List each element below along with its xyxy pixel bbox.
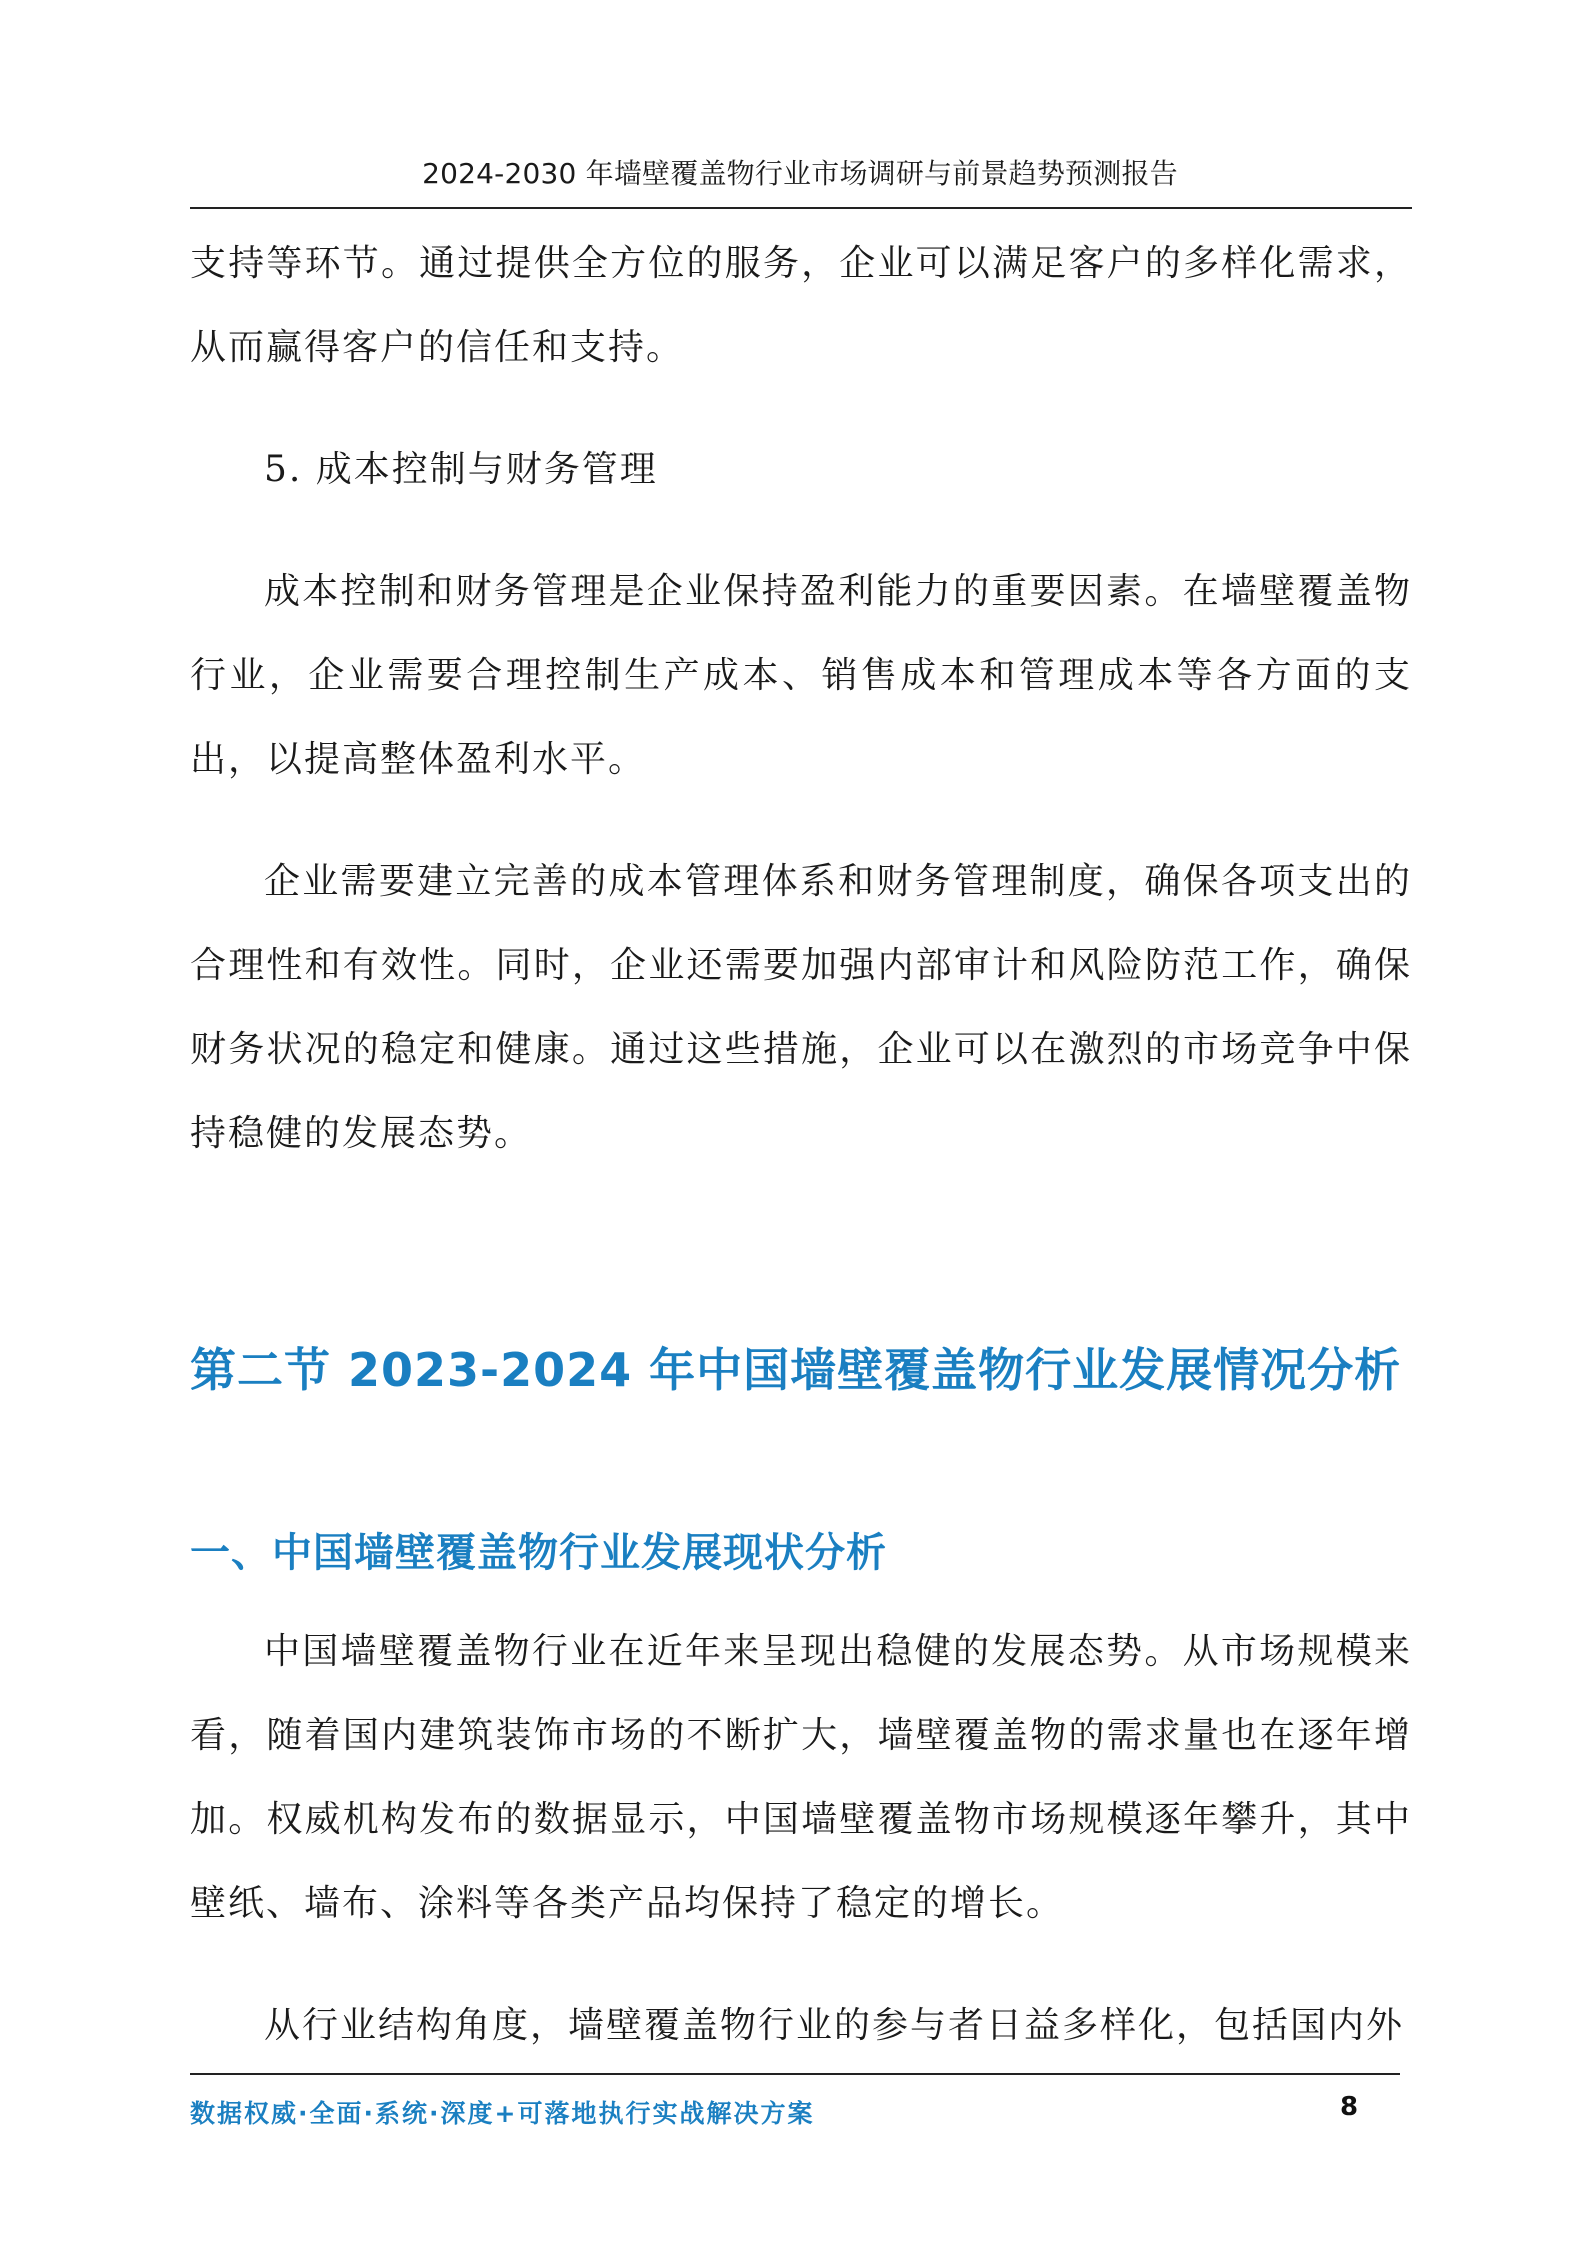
paragraph: 企业需要建立完善的成本管理体系和财务管理制度，确保各项支出的合理性和有效性。同时，企业还需要加强内部审计和风险防范工作，确保财务状况的稳定和健康。通过这些措施，企业可以在激烈的市场竞争中保持稳健的发展态势。 [190, 861, 1412, 1154]
section-heading: 第二节 2023-2024 年中国墙壁覆盖物行业发展情况分析 [190, 1343, 1402, 1397]
footer-divider [190, 2073, 1400, 2075]
list-item-heading: 5. 成本控制与财务管理 [264, 449, 658, 490]
paragraph: 成本控制和财务管理是企业保持盈利能力的重要因素。在墙壁覆盖物行业，企业需要合理控制生产成本、销售成本和管理成本等各方面的支出，以提高整体盈利水平。 [190, 571, 1412, 780]
paragraph: 中国墙壁覆盖物行业在近年来呈现出稳健的发展态势。从市场规模来看，随着国内建筑装饰市场的不断扩大，墙壁覆盖物的需求量也在逐年增加。权威机构发布的数据显示，中国墙壁覆盖物市场规模逐年攀升，其中壁纸、墙布、涂料等各类产品均保持了稳定的增长。 [190, 1631, 1412, 1924]
footer-slogan: 数据权威·全面·系统·深度+可落地执行实战解决方案 [190, 2099, 815, 2128]
body-content [190, 222, 1412, 1176]
header-divider [190, 207, 1412, 209]
subsection-heading: 一、中国墙壁覆盖物行业发展现状分析 [190, 1530, 887, 1576]
page-header-title: 2024-2030 年墙壁覆盖物行业市场调研与前景趋势预测报告 [422, 157, 1178, 190]
section-content [190, 1610, 1412, 2068]
paragraph-continuation: 支持等环节。通过提供全方位的服务，企业可以满足客户的多样化需求，从而赢得客户的信任和支持。 [190, 243, 1412, 368]
paragraph: 从行业结构角度，墙壁覆盖物行业的参与者日益多样化，包括国内外 [264, 2005, 1405, 2046]
page-number: 8 [1340, 2092, 1359, 2122]
